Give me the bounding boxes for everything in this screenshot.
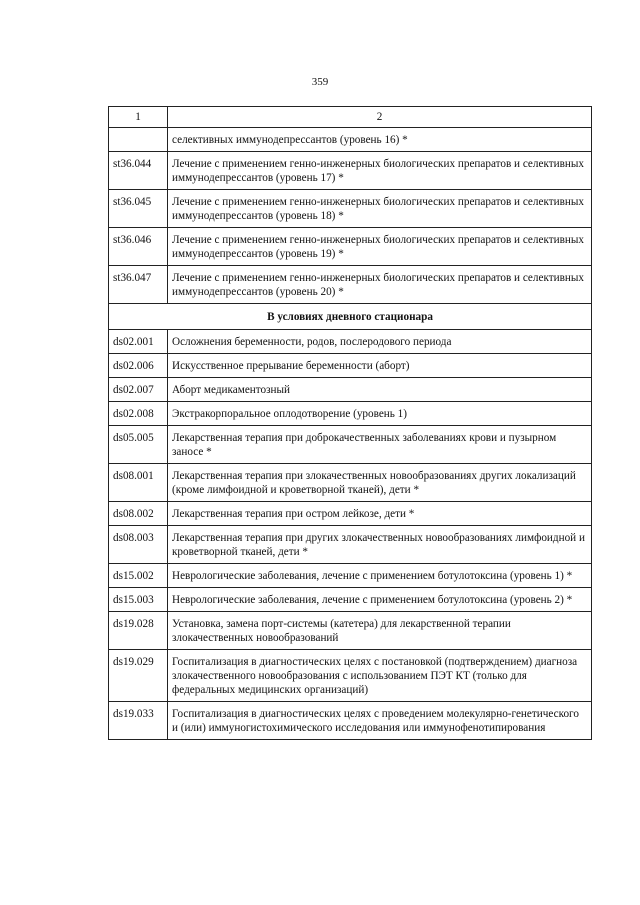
row-code: st36.045 (109, 190, 168, 228)
row-code: st36.044 (109, 152, 168, 190)
row-description: Осложнения беременности, родов, послеродового периода (168, 330, 592, 354)
header-col-2: 2 (168, 107, 592, 128)
table-row (109, 190, 592, 228)
row-description: Лекарственная терапия при доброкачественных заболеваниях крови и пузырном заносе * (168, 426, 592, 464)
row-code: ds02.008 (109, 402, 168, 426)
procedures-table (108, 106, 592, 740)
table-row (109, 266, 592, 304)
table-row (109, 128, 592, 152)
row-description: Лечение с применением генно-инженерных биологических препаратов и селективных иммунодепрессантов (уровень 17) * (168, 152, 592, 190)
table-row (109, 378, 592, 402)
row-description: Лечение с применением генно-инженерных биологических препаратов и селективных иммунодепрессантов (уровень 20) * (168, 266, 592, 304)
row-code: ds15.002 (109, 564, 168, 588)
row-description: Лечение с применением генно-инженерных биологических препаратов и селективных иммунодепрессантов (уровень 19) * (168, 228, 592, 266)
table-row (109, 152, 592, 190)
row-code (109, 128, 168, 152)
row-code: ds02.001 (109, 330, 168, 354)
row-code: ds08.002 (109, 502, 168, 526)
row-code: st36.047 (109, 266, 168, 304)
row-code: ds05.005 (109, 426, 168, 464)
table-row (109, 702, 592, 740)
row-code: st36.046 (109, 228, 168, 266)
row-code: ds15.003 (109, 588, 168, 612)
row-description: Лекарственная терапия при злокачественных новообразованиях других локализаций (кроме лимфоидной и кроветворной тканей), дети * (168, 464, 592, 502)
table-row (109, 650, 592, 702)
row-description: Неврологические заболевания, лечение с применением ботулотоксина (уровень 2) * (168, 588, 592, 612)
page-number: 359 (311, 76, 329, 88)
table-row (109, 526, 592, 564)
table-row (109, 228, 592, 266)
row-code: ds02.007 (109, 378, 168, 402)
header-col-1: 1 (109, 107, 168, 128)
row-description: селективных иммунодепрессантов (уровень 16) * (168, 128, 592, 152)
row-description: Лечение с применением генно-инженерных биологических препаратов и селективных иммунодепрессантов (уровень 18) * (168, 190, 592, 228)
table-row (109, 354, 592, 378)
row-code: ds08.001 (109, 464, 168, 502)
row-description: Аборт медикаментозный (168, 378, 592, 402)
row-description: Неврологические заболевания, лечение с применением ботулотоксина (уровень 1) * (168, 564, 592, 588)
row-description: Установка, замена порт-системы (катетера) для лекарственной терапии злокачественных новообразований (168, 612, 592, 650)
row-description: Экстракорпоральное оплодотворение (уровень 1) (168, 402, 592, 426)
row-code: ds19.033 (109, 702, 168, 740)
section-title: В условиях дневного стационара (109, 304, 592, 330)
table-row (109, 612, 592, 650)
table-body-top (109, 128, 592, 304)
table-row (109, 464, 592, 502)
table-row (109, 426, 592, 464)
table-row (109, 330, 592, 354)
row-code: ds02.006 (109, 354, 168, 378)
table-row (109, 564, 592, 588)
row-description: Лекарственная терапия при других злокачественных новообразованиях лимфоидной и кроветворной тканей, дети * (168, 526, 592, 564)
row-description: Госпитализация в диагностических целях с постановкой (подтверждением) диагноза злокачественного новообразования с использованием ПЭТ КТ (только для федеральных медицинских организаций) (168, 650, 592, 702)
table-body-bottom (109, 330, 592, 740)
row-description: Искусственное прерывание беременности (аборт) (168, 354, 592, 378)
table-row (109, 502, 592, 526)
row-description: Лекарственная терапия при остром лейкозе, дети * (168, 502, 592, 526)
table-row (109, 402, 592, 426)
row-code: ds08.003 (109, 526, 168, 564)
row-code: ds19.029 (109, 650, 168, 702)
section-row (109, 304, 592, 330)
table-header-row (109, 107, 592, 128)
row-code: ds19.028 (109, 612, 168, 650)
row-description: Госпитализация в диагностических целях с проведением молекулярно-генетического и (или) иммуногистохимического исследования или иммунофенотипирования (168, 702, 592, 740)
table-row (109, 588, 592, 612)
